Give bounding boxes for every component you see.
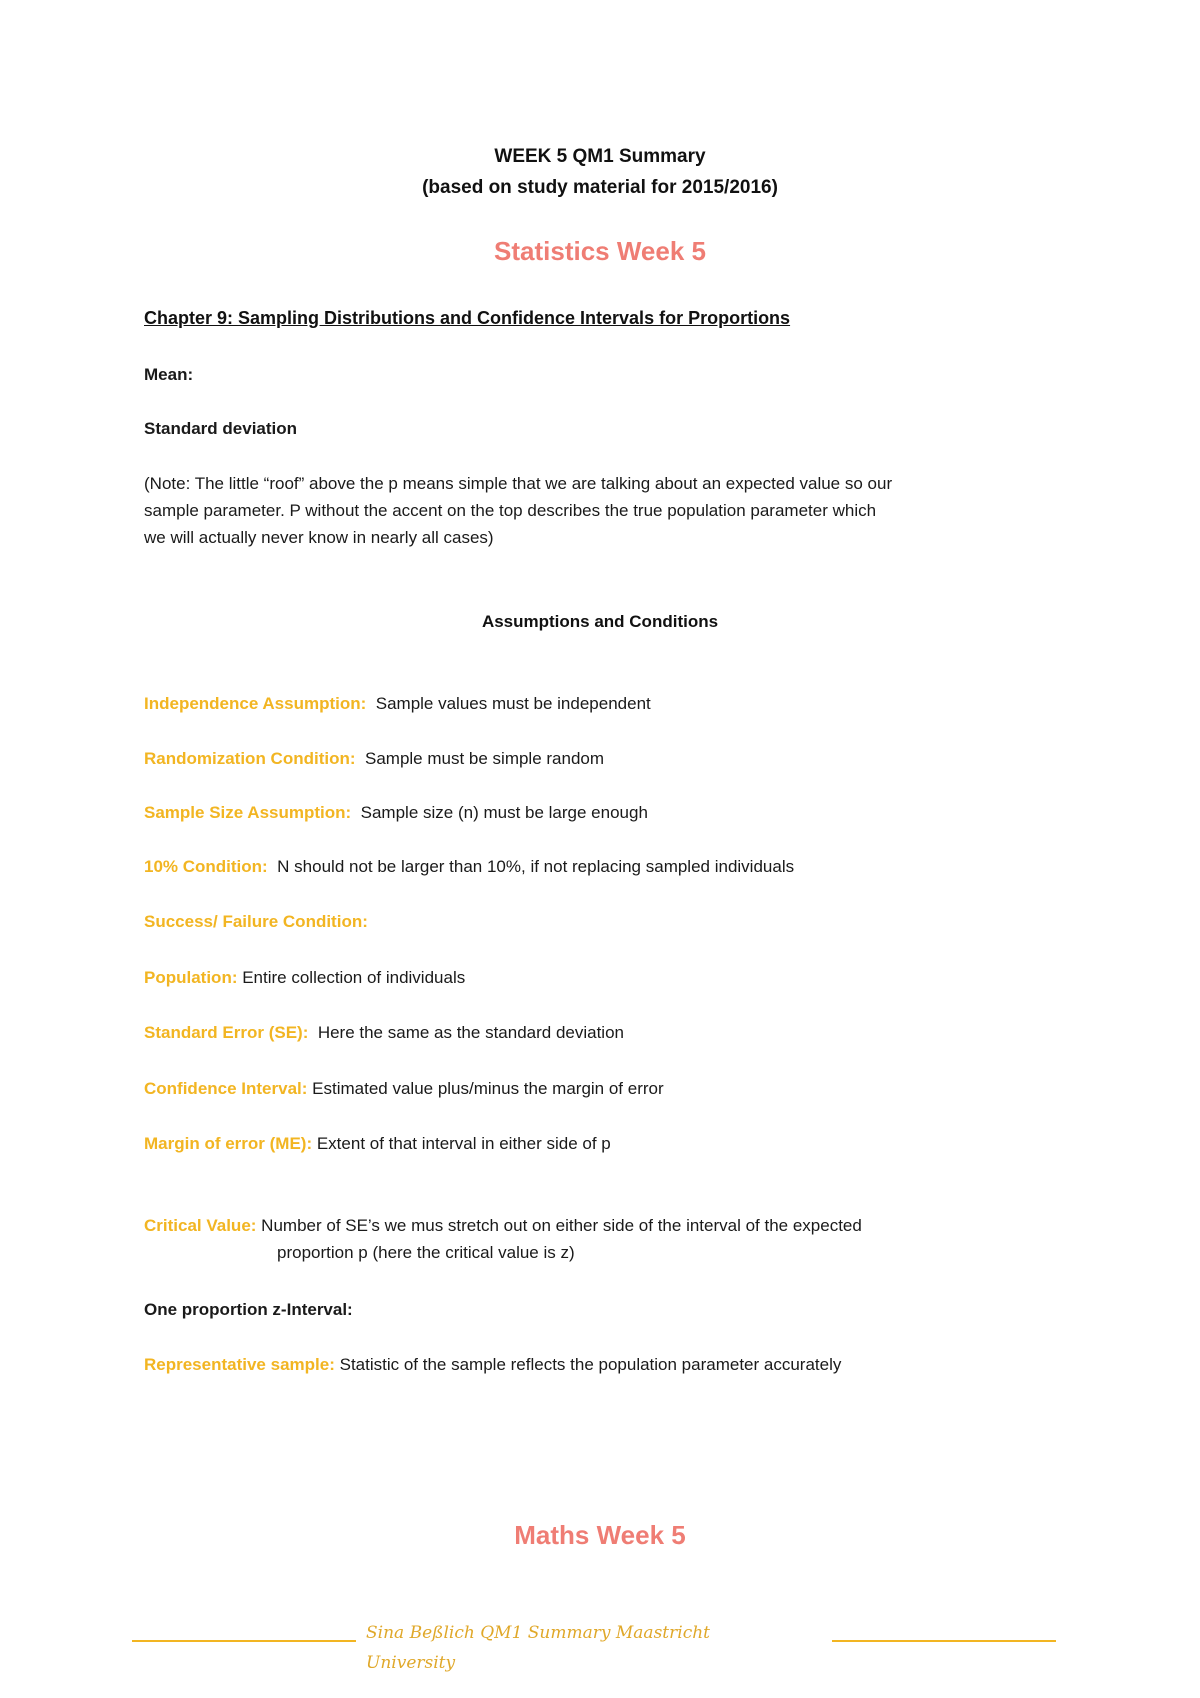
definition-text: N should not be larger than 10%, if not replacing sampled individuals — [277, 857, 795, 876]
definition-text: Estimated value plus/minus the margin of error — [312, 1079, 664, 1098]
assumptions-heading: Assumptions and Conditions — [481, 612, 719, 631]
definition-text: Statistic of the sample reflects the population parameter accurately — [339, 1355, 842, 1374]
note-line: we will actually never know in nearly all cases) — [144, 528, 494, 547]
note-line: sample parameter. P without the accent on the top describes the true population parameter which — [144, 501, 877, 520]
definition-text: Extent of that interval in either side of p — [316, 1134, 611, 1153]
definition-item — [144, 694, 651, 714]
definition-term: Margin of error (ME): — [144, 1134, 313, 1153]
definition-item — [144, 1355, 841, 1375]
definition-item — [144, 803, 648, 823]
definition-text: Sample values must be independent — [375, 694, 651, 713]
definition-item — [144, 1023, 624, 1043]
definition-item — [144, 749, 604, 769]
mean-label: Mean: — [144, 365, 194, 384]
definition-item — [144, 857, 794, 877]
chapter-heading: Chapter 9: Sampling Distributions and Confidence Intervals for Proportions — [144, 308, 791, 328]
definition-term: Sample Size Assumption: — [144, 803, 352, 822]
footer-line: University — [366, 1653, 456, 1673]
maths-heading: Maths Week 5 — [514, 1520, 686, 1550]
one-proportion-z-interval-label: One proportion z-Interval: — [144, 1300, 353, 1319]
definition-term: Success/ Failure Condition: — [144, 912, 368, 931]
definition-term: Randomization Condition: — [144, 749, 356, 768]
definition-item — [144, 1134, 611, 1154]
footer-rule-right — [832, 1640, 1056, 1642]
definition-text: Sample size (n) must be large enough — [360, 803, 648, 822]
note-line: (Note: The little “roof” above the p means simple that we are talking about an expected value so our — [144, 474, 893, 493]
definition-term: Representative sample: — [144, 1355, 335, 1374]
definition-term: Population: — [144, 968, 238, 987]
statistics-heading: Statistics Week 5 — [494, 236, 706, 266]
definition-text: Sample must be simple random — [364, 749, 605, 768]
definition-term: Standard Error (SE): — [144, 1023, 309, 1042]
definition-term: Critical Value: — [144, 1216, 257, 1235]
definition-item — [144, 912, 368, 932]
definition-text: Here the same as the standard deviation — [317, 1023, 624, 1042]
definition-item — [144, 1079, 664, 1099]
document-subtitle: (based on study material for 2015/2016) — [422, 177, 778, 198]
definition-term: Independence Assumption: — [144, 694, 367, 713]
definition-term: 10% Condition: — [144, 857, 268, 876]
critical-value-item — [144, 1216, 862, 1236]
definition-item — [144, 968, 465, 988]
definition-term: Confidence Interval: — [144, 1079, 308, 1098]
definition-text: Number of SE’s we mus stretch out on either side of the interval of the expected — [261, 1216, 862, 1235]
footer-rule-left — [132, 1640, 356, 1642]
standard-deviation-label: Standard deviation — [144, 419, 298, 438]
footer-line: Sina Beßlich QM1 Summary Maastricht — [366, 1623, 710, 1643]
note-paragraph — [144, 470, 1064, 551]
footer-text — [366, 1618, 710, 1678]
definition-text: Entire collection of individuals — [242, 968, 466, 987]
document-title: WEEK 5 QM1 Summary — [494, 146, 706, 167]
critical-value-continuation: proportion p (here the critical value is z) — [277, 1243, 575, 1262]
